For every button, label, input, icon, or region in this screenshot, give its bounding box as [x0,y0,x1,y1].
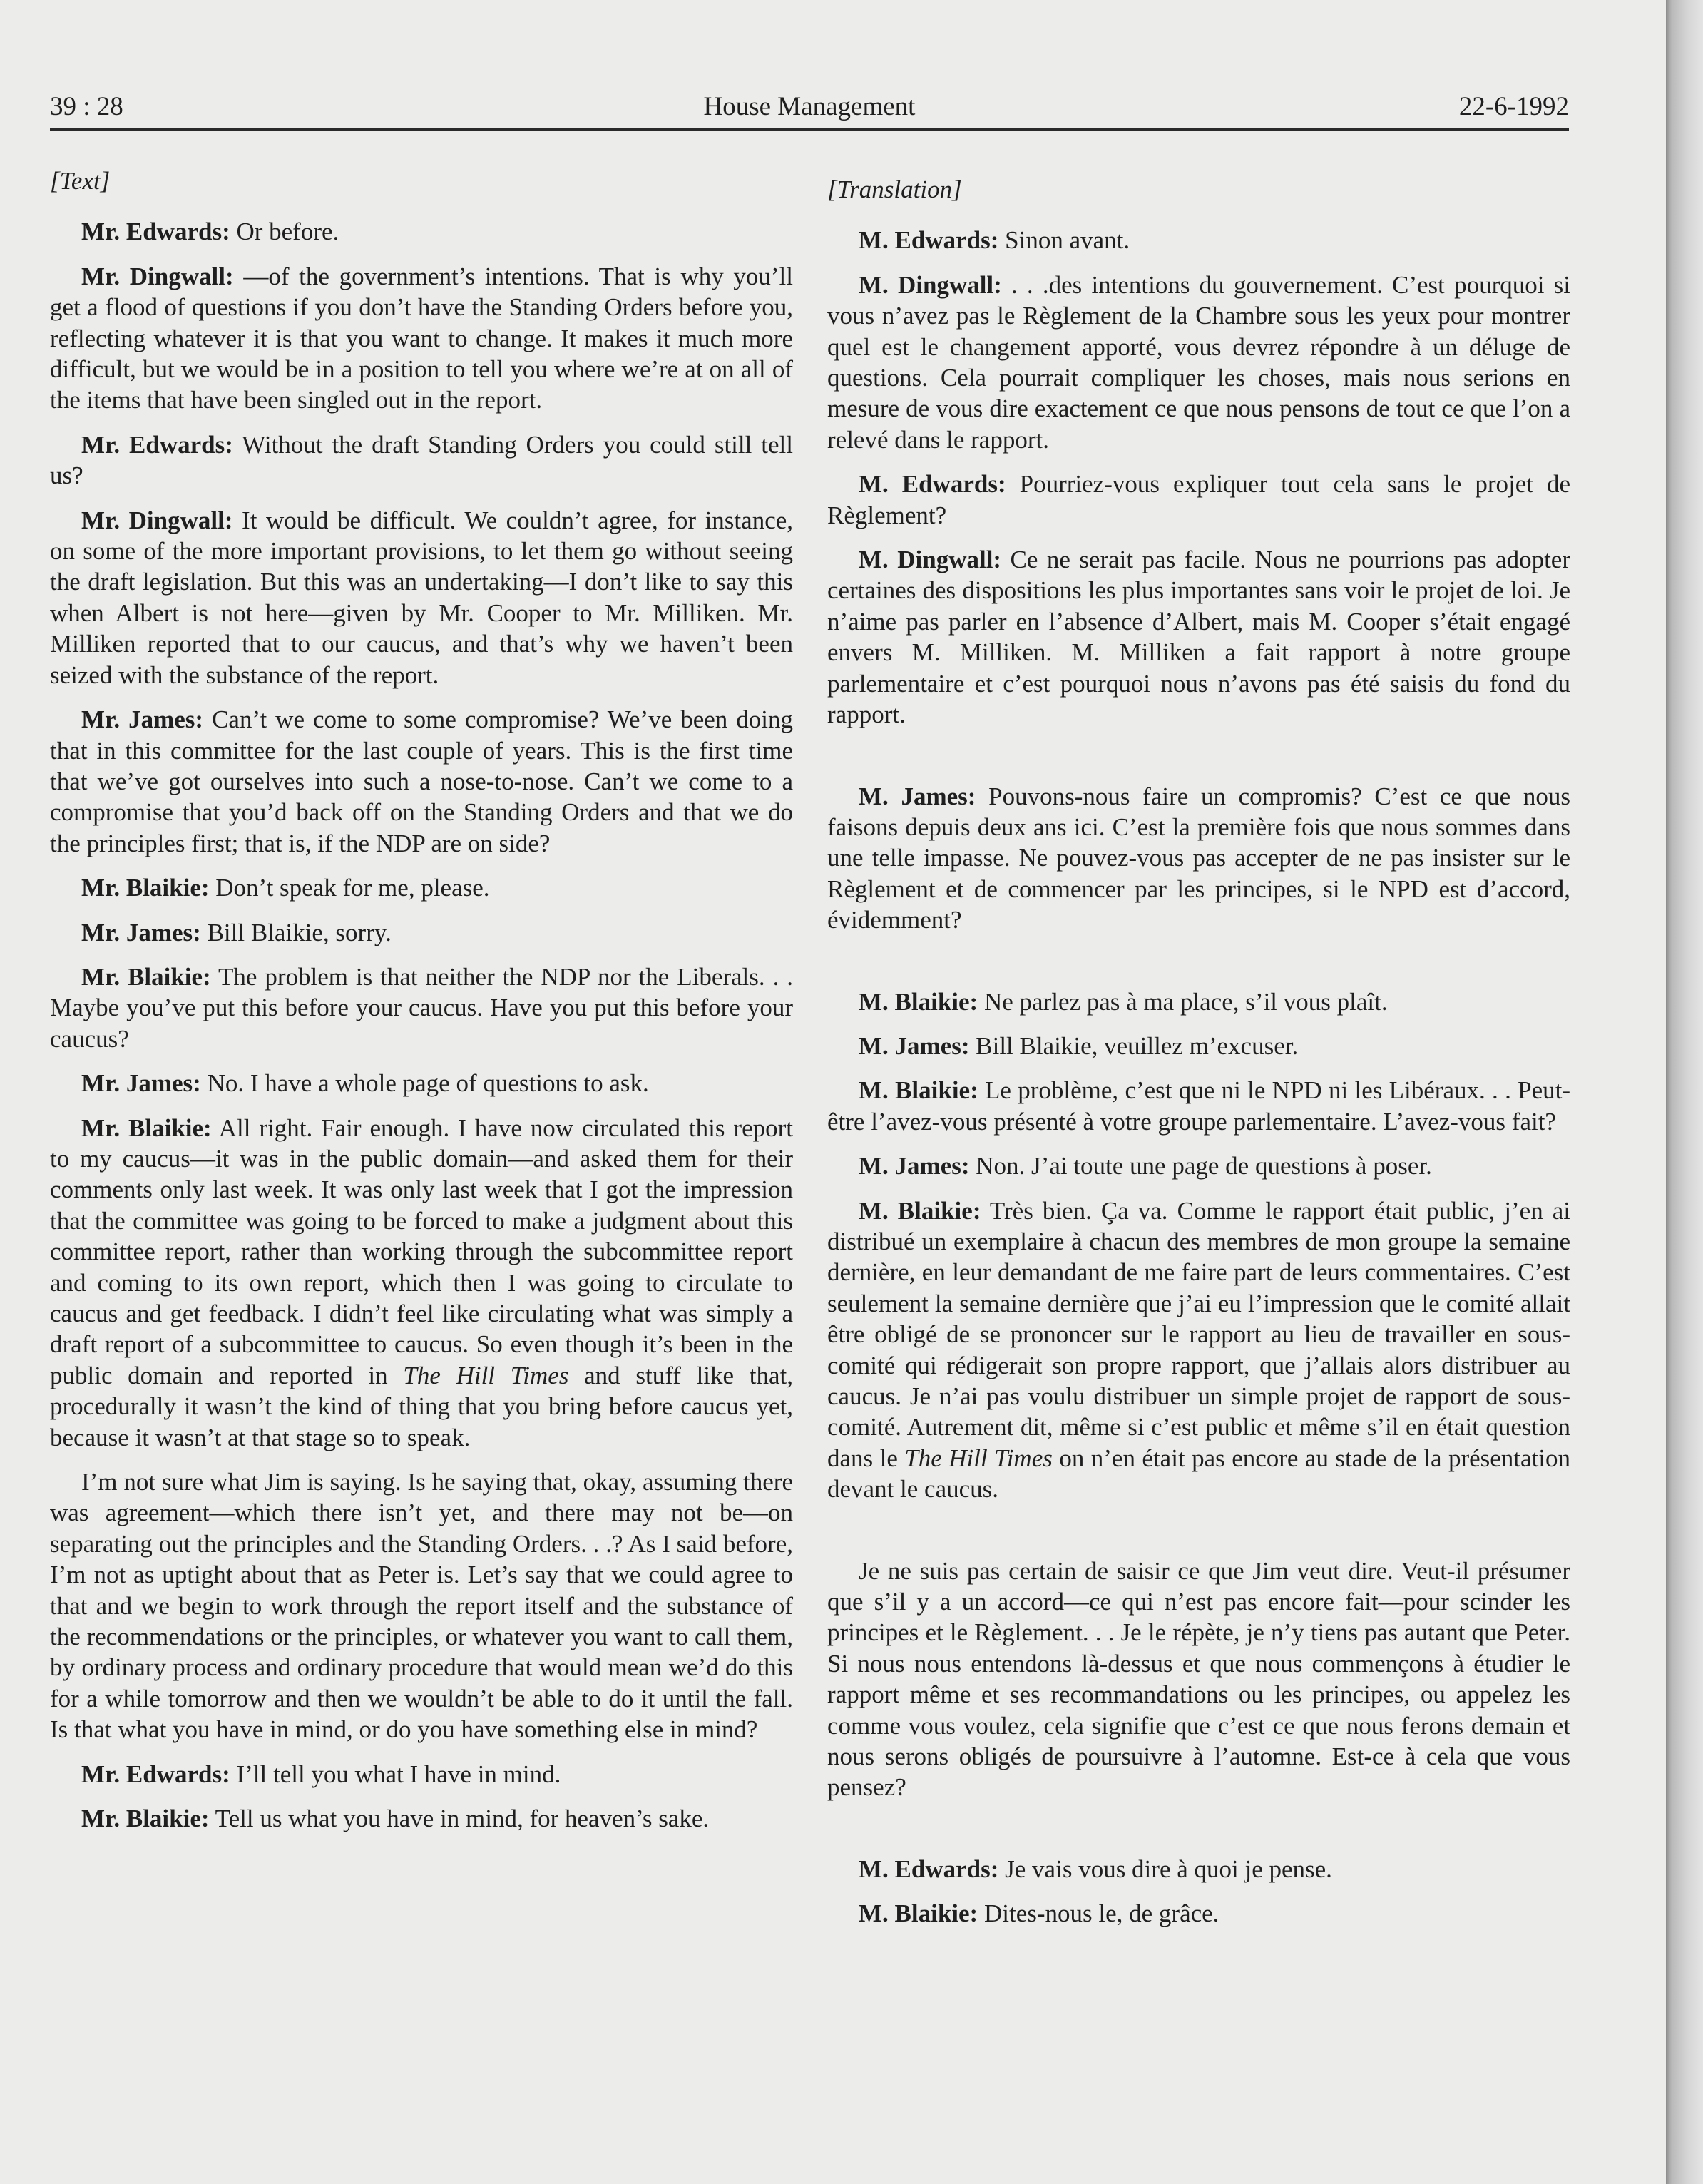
french-column [827,174,1570,1943]
speech-text: —of the government’s intentions. That is why you’ll get a flood of questions if you don’t have the Standing Orders before you, reflecting whatever it is that you want to change. It makes it much more difficult, but we would be in a position to tell you where we’re at on all of the items that have been singled out in the report. [50,262,794,414]
speech-text: Without the draft Standing Orders you could still tell us? [50,430,793,490]
transcript-paragraph [827,469,1570,531]
speech-text: and stuff like that, procedurally it wasn’t the kind of thing that you bring before caucus yet, because it wasn’t at that stage so to speak. [50,1361,793,1451]
transcript-paragraph [50,1466,793,1745]
transcript-paragraph [50,1113,793,1453]
column-tag: [Translation] [827,175,962,203]
speech-text: Or before. [230,218,339,246]
speaker-name: Mr. Edwards: [81,430,233,459]
speech-text: All right. Fair enough. I have now circulated this report to my caucus—it was in the public domain—and asked them for their comments only last week. It was only last week that I got the impression that the committee was going to be forced to make a judgment about this committee report, rather than working through the subcommittee report and coming to its own report, which then I was going to circulate to caucus and get feedback. I didn’t feel like circulating what was simply a draft report of a subcommittee to caucus. So even though it’s been in the public domain and reported in [50,1113,793,1389]
transcript-paragraph [827,1150,1570,1181]
speech-text: It would be difficult. We couldn’t agree, for instance, on some of the more important provisions, to let them go without seeing the draft legislation. But this was an undertaking—I don’t like to say this when Albert is not here—given by Mr. Cooper to Mr. Milliken. Mr. Milliken reported that to our caucus, and that’s why we haven’t been seized with the substance of the report. [50,506,794,689]
speaker-name: Mr. James: [81,705,204,734]
speech-text: Le problème, c’est que ni le NPD ni les Libéraux. . . Peut-être l’avez-vous présenté à votre groupe parlementaire. L’avez-vous fait? [827,1076,1570,1136]
speech-text: Bill Blaikie, sorry. [200,918,392,946]
transcript-paragraph [827,1898,1570,1929]
speech-text: Sinon avant. [998,226,1130,255]
speech-text: I’ll tell you what I have in mind. [230,1760,561,1788]
speech-text: Can’t we come to some compromise? We’ve been doing that in this committee for the last couple of years. This is the first time that we’ve got ourselves into such a nose-to-nose. Can’t we come to a compromise that you’d back off on the Standing Orders and that we do the principles first; that is, if the NDP are on side? [50,705,793,857]
transcript-paragraph [50,261,793,416]
transcript-paragraph [50,1068,793,1098]
speaker-name: M. Blaikie: [859,1899,978,1928]
speech-text: . . .des intentions du gouvernement. C’est pourquoi si vous n’avez pas le Règlement de la Chambre sous les yeux pour montrer quel est le changement apporté, vous devrez répondre à un déluge de questions. Cela pourrait compliquer les choses, mais nous serions en mesure de vous dire exactement ce que nous pensons de tout ce que l’on a relevé dans le rapport. [827,270,1570,454]
speaker-name: Mr. Edwards: [81,218,230,246]
speech-text: on n’en était pas encore au stade de la présentation devant le caucus. [827,1444,1571,1504]
transcript-paragraph [50,429,793,491]
transcript-paragraph [827,986,1570,1017]
transcript-paragraph [827,1075,1570,1137]
english-column [50,165,793,1848]
transcript-paragraph [827,270,1570,455]
transcript-paragraph [827,1556,1570,1803]
speaker-name: Mr. Dingwall: [81,262,234,290]
speaker-name: M. Dingwall: [859,270,1002,299]
speaker-name: Mr. Blaikie: [81,1805,210,1833]
speech-text: Je ne suis pas certain de saisir ce que Jim veut dire. Veut-il présumer que s’il y a un accord—ce qui n’est pas encore fait—pour scinder les principes et le Règlement. . . Je le répète, je n’y tiens pas autant que Peter. Si nous nous entendons là-dessus et que nous commençons à étudier le rapport même et ses recommandations ou les principes, ou appelez les comme vous voulez, cela signifie que c’est ce que nous ferons demain et nous serons obligés de poursuivre à l’automne. Est-ce à cela que vous pensez? [827,1556,1570,1802]
speech-text: No. I have a whole page of questions to ask. [200,1069,649,1098]
publication-title: The Hill Times [403,1361,569,1389]
speaker-name: M. Blaikie: [859,1076,978,1105]
page-edge [1666,0,1703,2184]
speaker-name: Mr. Blaikie: [81,962,211,991]
transcript-paragraph [50,1759,793,1790]
speech-text: Très bien. Ça va. Comme le rapport était public, j’en ai distribué un exemplaire à chacun des membres de mon groupe la semaine dernière, en leur demandant de me faire part de leurs commentaires. C’est seulement la semaine dernière que j’ai eu l’impression que le comité allait être obligé de se prononcer sur le rapport au lieu de travailler en sous-comité qui rédigerait son propre rapport, que j’allais alors distribuer au caucus. Je n’ai pas voulu distribuer un simple projet de rapport de sous-comité. Autrement dit, même si c’est public et même s’il en était question dans le [827,1196,1570,1472]
page-number: 39 : 28 [50,92,123,121]
speaker-name: Mr. Blaikie: [81,1113,212,1142]
speaker-name: M. James: [859,782,976,810]
speaker-name: Mr. Blaikie: [81,874,210,902]
publication-title: The Hill Times [904,1444,1053,1472]
speaker-name: M. Edwards: [859,1854,999,1883]
paragraph-spacer [827,1817,1570,1854]
speech-text: Pouvons-nous faire un compromis? C’est ce que nous faisons depuis deux ans ici. C’est la première fois que nous sommes dans une telle impasse. Ne pouvez-vous pas accepter de ne pas insister sur le Règlement et de commencer par les principes, si le NPD est d’accord, évidemment? [827,782,1570,934]
transcript-paragraph [50,917,793,948]
speaker-name: M. Edwards: [859,470,1006,499]
speaker-name: M. Edwards: [859,226,999,255]
running-header [50,91,1569,131]
transcript-paragraph [827,1854,1570,1884]
speech-text: Je vais vous dire à quoi je pense. [998,1854,1332,1883]
speaker-name: M. James: [859,1031,970,1060]
speaker-name: M. Blaikie: [859,1196,981,1225]
speaker-name: Mr. James: [81,1069,201,1098]
speaker-name: M. James: [859,1152,970,1180]
speech-text: Pourriez-vous expliquer tout cela sans le projet de Règlement? [827,470,1570,529]
speech-text: Ne parlez pas à ma place, s’il vous plaît. [978,987,1388,1016]
header-date: 22-6-1992 [1458,92,1569,121]
speech-text: I’m not sure what Jim is saying. Is he saying that, okay, assuming there was agreement—which there isn’t yet, and there may not be—on separating out the principles and the Standing Orders. . .? As I said before, I’m not as uptight about that as Peter is. Let’s say that we could agree to that and we begin to work through the report itself and the substance of the recommendations or the principles, or whatever you want to call them, by ordinary process and ordinary procedure that would mean we’d do this for a while tomorrow and then we wouldn’t be able to do it until the fall. Is that what you have in mind, or do you have something else in mind? [50,1468,793,1744]
paragraph-spacer [827,744,1570,781]
speech-text: Non. J’ai toute une page de questions à poser. [969,1152,1432,1180]
speech-text: Dites-nous le, de grâce. [978,1899,1219,1928]
speech-text: Ce ne serait pas facile. Nous ne pourrions pas adopter certaines des dispositions les plus importantes sans voir le projet de loi. Je n’aime pas parler en l’absence d’Albert, mais M. Cooper s’était engagé envers M. Milliken. M. Milliken a fait rapport à notre groupe parlementaire et c’est pourquoi nous n’avons pas été saisis du fond du rapport. [827,546,1570,729]
transcript-paragraph [827,225,1570,255]
transcript-paragraph [827,544,1570,730]
speech-text: Bill Blaikie, veuillez m’excuser. [969,1031,1299,1060]
transcript-paragraph [827,1031,1570,1061]
paragraph-spacer [827,949,1570,986]
paragraph-spacer [827,1519,1570,1556]
header-title: House Management [703,92,916,121]
speech-text: Tell us what you have in mind, for heaven’s sake. [209,1805,710,1833]
speech-text: Don’t speak for me, please. [209,874,490,902]
speaker-name: M. Dingwall: [859,546,1002,574]
transcript-paragraph [50,1803,793,1834]
transcript-paragraph [50,704,793,859]
speech-text: The problem is that neither the NDP nor the Liberals. . . Maybe you’ve put this before your caucus. Have you put this before your caucus? [50,962,793,1053]
transcript-paragraph [827,1195,1570,1505]
transcript-paragraph [50,961,793,1054]
transcript-paragraph [50,505,793,690]
column-tag: [Text] [50,167,111,195]
speaker-name: Mr. Dingwall: [81,506,233,534]
speaker-name: M. Blaikie: [859,987,978,1016]
transcript-paragraph [50,216,793,247]
transcript-paragraph [827,781,1570,936]
speaker-name: Mr. Edwards: [81,1760,230,1788]
transcript-paragraph [50,872,793,903]
speaker-name: Mr. James: [81,918,201,946]
